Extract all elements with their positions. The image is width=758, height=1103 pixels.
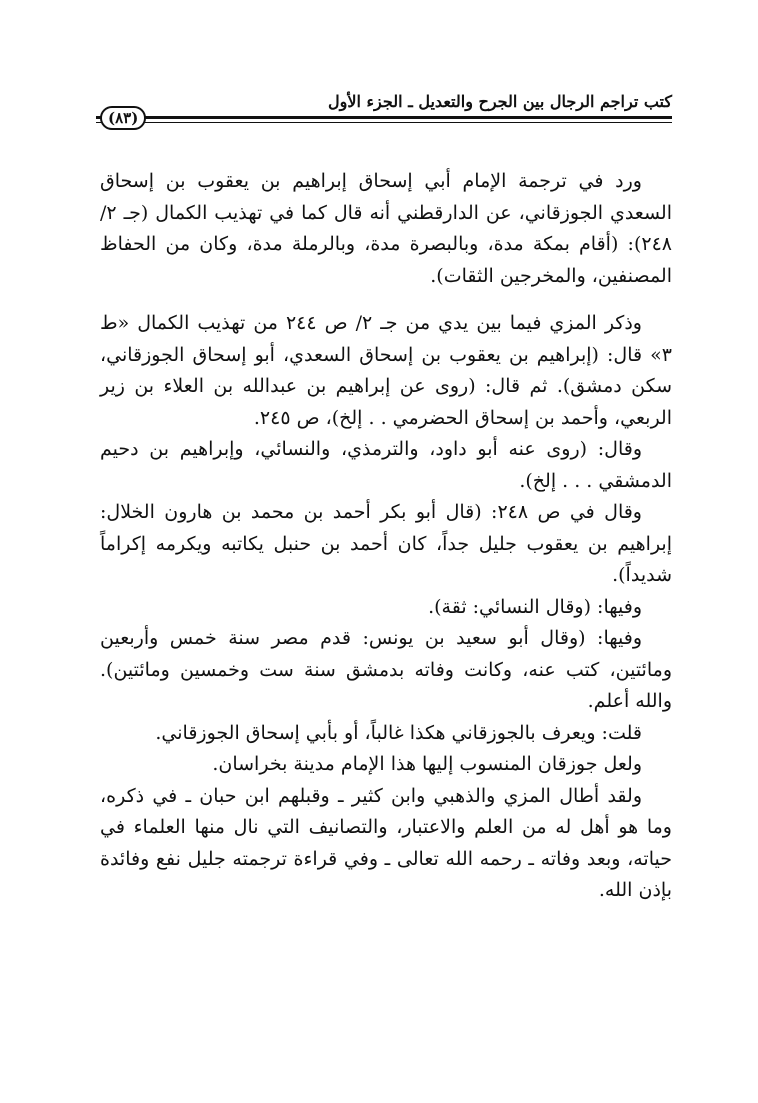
paragraph: وقال: (روى عنه أبو داود، والترمذي، والنسائي، وإبراهيم بن دحيم الدمشقي . . . إلخ). bbox=[100, 438, 672, 492]
main-text bbox=[100, 166, 672, 907]
paragraph: ولقد أطال المزي والذهبي وابن كثير ـ وقبلهم ابن حبان ـ في ذكره، وما هو أهل له من العلم والاعتبار، والتصانيف التي نال منها العلماء في حياته، وبعد وفاته ـ رحمه الله تعالى ـ وفي قراءة ترجمته جليل نفع وفائدة بإذن الله. bbox=[100, 784, 672, 901]
paragraph: قلت: ويعرف بالجوزقاني هكذا غالباً، أو بأبي إسحاق الجوزقاني. bbox=[155, 721, 642, 744]
paragraph: وفيها: (وقال النسائي: ثقة). bbox=[428, 595, 642, 618]
paragraph: وفيها: (وقال أبو سعيد بن يونس: قدم مصر سنة خمس وأربعين ومائتين، كتب عنه، وكانت وفاته بدمشق سنة ست وخمسين ومائتين). والله أعلم. bbox=[100, 627, 672, 712]
paragraph: ولعل جوزقان المنسوب إليها هذا الإمام مدينة بخراسان. bbox=[212, 753, 642, 775]
page-number: (٨٣) bbox=[100, 106, 146, 130]
header-rule-thick bbox=[96, 116, 672, 119]
header-rule-thin bbox=[96, 122, 672, 123]
page-header bbox=[96, 92, 672, 138]
paragraph: ورد في ترجمة الإمام أبي إسحاق إبراهيم بن يعقوب بن إسحاق السعدي الجوزقاني، عن الدارقطني أنه قال كما في تهذيب الكمال (جـ ٢/ ٢٤٨): (أقام بمكة مدة، وبالبصرة مدة، وبالرملة مدة، وكان من الحفاظ المصنفين، والمخرجين الثقات). bbox=[100, 170, 672, 287]
paragraph: وقال في ص ٢٤٨: (قال أبو بكر أحمد بن محمد بن هارون الخلال: إبراهيم بن يعقوب جليل جداً، كان أحمد بن حنبل يكاتبه ويكرمه إكراماً شديداً). bbox=[100, 501, 672, 586]
paragraph: وذكر المزي فيما بين يدي من جـ ٢/ ص ٢٤٤ من تهذيب الكمال «ط ٣» قال: (إبراهيم بن يعقوب بن إسحاق السعدي، أبو إسحاق الجوزقاني، سكن دمشق). ثم قال: (روى عن إبراهيم بن عبدالله بن العلاء بن زير الربعي، وأحمد بن إسحاق الحضرمي . . إلخ)، ص ٢٤٥. bbox=[100, 312, 672, 429]
running-title: كتب تراجم الرجال بين الجرح والتعديل ـ الجزء الأول bbox=[328, 92, 672, 111]
